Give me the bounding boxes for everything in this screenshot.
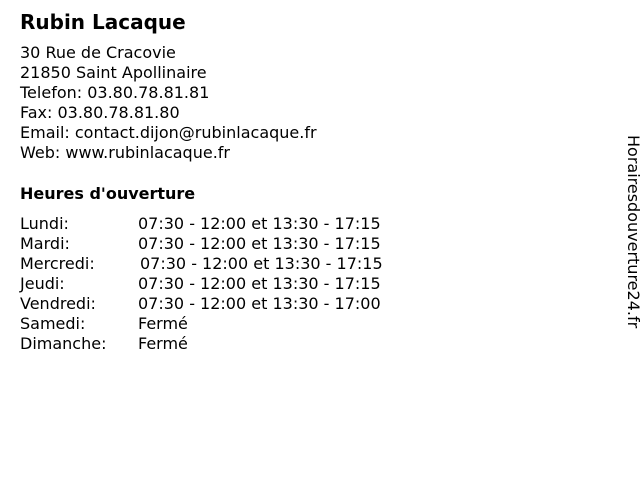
site-watermark: Horairesdouverture24.fr	[624, 135, 643, 329]
website-url: Web: www.rubinlacaque.fr	[20, 143, 230, 162]
time-range: Fermé	[138, 334, 188, 353]
street-address: 30 Rue de Cracovie	[20, 43, 176, 62]
phone-number: Telefon: 03.80.78.81.81	[20, 83, 210, 102]
postal-city: 21850 Saint Apollinaire	[20, 63, 207, 82]
time-range: 07:30 - 12:00 et 13:30 - 17:15	[138, 214, 381, 233]
time-range: 07:30 - 12:00 et 13:30 - 17:00	[138, 294, 381, 313]
day-label: Dimanche:	[20, 334, 107, 353]
day-label: Vendredi:	[20, 294, 96, 313]
day-label: Samedi:	[20, 314, 86, 333]
fax-number: Fax: 03.80.78.81.80	[20, 103, 180, 122]
opening-hours-heading: Heures d'ouverture	[20, 184, 196, 203]
day-label: Jeudi:	[20, 274, 65, 293]
day-label: Mardi:	[20, 234, 70, 253]
time-range: 07:30 - 12:00 et 13:30 - 17:15	[138, 234, 381, 253]
day-label: Lundi:	[20, 214, 69, 233]
contact-block	[20, 43, 317, 163]
day-label: Mercredi:	[20, 254, 95, 273]
time-range: 07:30 - 12:00 et 13:30 - 17:15	[140, 254, 383, 273]
business-name: Rubin Lacaque	[20, 10, 186, 34]
time-range: 07:30 - 12:00 et 13:30 - 17:15	[138, 274, 381, 293]
time-range: Fermé	[138, 314, 188, 333]
email-address: Email: contact.dijon@rubinlacaque.fr	[20, 123, 317, 142]
